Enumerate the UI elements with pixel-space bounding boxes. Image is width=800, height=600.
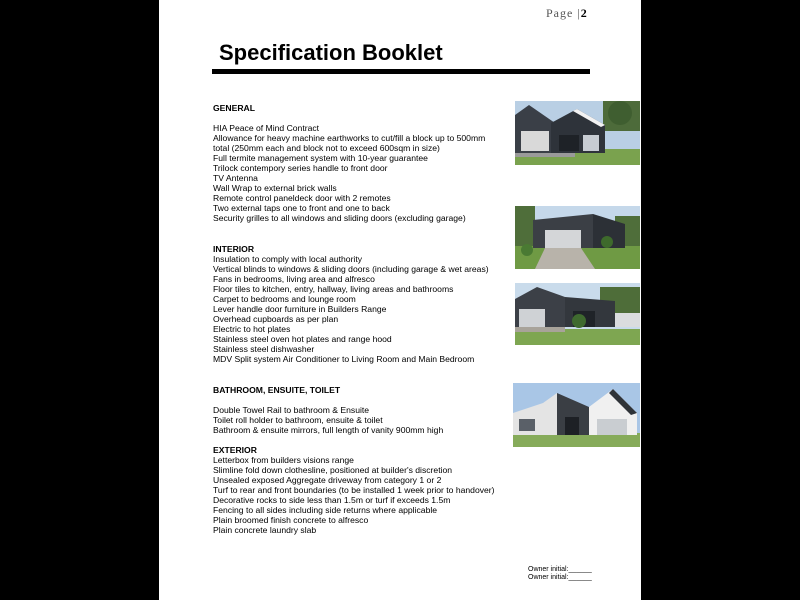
spec-item: Full termite management system with 10-year guarantee xyxy=(213,153,428,163)
spec-item: Lever handle door furniture in Builders Range xyxy=(213,304,387,314)
spec-item: Carpet to bedrooms and lounge room xyxy=(213,294,356,304)
spec-item: Electric to hot plates xyxy=(213,324,291,334)
spec-item: Overhead cupboards as per plan xyxy=(213,314,339,324)
page-number: 2 xyxy=(580,6,588,20)
spec-item: Slimline fold down clothesline, positioned at builder's discretion xyxy=(213,465,453,475)
section-heading: GENERAL xyxy=(213,103,256,113)
spec-item: Bathroom & ensuite mirrors, full length of vanity 900mm high xyxy=(213,425,444,435)
house-photo-3 xyxy=(515,283,640,345)
spec-item: Plain broomed finish concrete to alfresco xyxy=(213,515,369,525)
spec-item: Decorative rocks to side less than 1.5m or turf if exceeds 1.5m xyxy=(213,495,451,505)
spec-item: Unsealed exposed Aggregate driveway from category 1 or 2 xyxy=(213,475,442,485)
title-underline xyxy=(212,69,590,74)
page-label: Page xyxy=(546,6,574,20)
spec-item: Toilet roll holder to bathroom, ensuite & toilet xyxy=(213,415,383,425)
section-exterior xyxy=(213,445,495,535)
house-photo-2 xyxy=(515,206,640,269)
spec-item: Stainless steel dishwasher xyxy=(213,344,315,354)
section-heading: EXTERIOR xyxy=(213,445,257,455)
house-photo-1 xyxy=(515,101,640,165)
page-separator: | xyxy=(577,6,581,20)
spec-item: Fencing to all sides including side returns where applicable xyxy=(213,505,438,515)
spec-item: Remote control paneldeck door with 2 remotes xyxy=(213,193,391,203)
spec-item: Allowance for heavy machine earthworks to cut/fill a block up to 500mm xyxy=(213,133,486,143)
owner-initial-field[interactable]: Owner initial:______ xyxy=(528,566,592,573)
spec-item: Floor tiles to kitchen, entry, hallway, living areas and bathrooms xyxy=(213,284,454,294)
section-heading: BATHROOM, ENSUITE, TOILET xyxy=(213,385,341,395)
spec-item: Stainless steel oven hot plates and range hood xyxy=(213,334,392,344)
page-number-header xyxy=(546,6,588,21)
spec-item: Insulation to comply with local authority xyxy=(213,254,363,264)
spec-item: MDV Split system Air Conditioner to Living Room and Main Bedroom xyxy=(213,354,475,364)
section-general xyxy=(213,103,485,223)
spec-item: Letterbox from builders visions range xyxy=(213,455,354,465)
spec-item: Two external taps one to front and one to back xyxy=(213,203,390,213)
page-title: Specification Booklet xyxy=(219,40,443,65)
section-interior xyxy=(213,244,489,364)
spec-item: Trilock contempory series handle to front door xyxy=(213,163,388,173)
spec-item: Double Towel Rail to bathroom & Ensuite xyxy=(213,405,370,415)
section-bathroom xyxy=(213,385,443,435)
spec-item: Security grilles to all windows and sliding doors (excluding garage) xyxy=(213,213,466,223)
spec-item: TV Antenna xyxy=(213,173,258,183)
spec-item: Wall Wrap to external brick walls xyxy=(213,183,337,193)
spec-item: HIA Peace of Mind Contract xyxy=(213,123,320,133)
spec-item: total (250mm each and block not to exceed 600sqm in size) xyxy=(213,143,440,153)
owner-initial-field[interactable]: Owner initial:______ xyxy=(528,574,592,581)
spec-item: Fans in bedrooms, living area and alfresco xyxy=(213,274,375,284)
section-heading: INTERIOR xyxy=(213,244,255,254)
spec-item: Turf to rear and front boundaries (to be installed 1 week prior to handover) xyxy=(213,485,495,495)
house-photo-4 xyxy=(513,383,640,447)
owner-initials xyxy=(528,566,592,582)
document-page xyxy=(159,0,641,600)
spec-item: Vertical blinds to windows & sliding doors (including garage & wet areas) xyxy=(213,264,489,274)
spec-item: Plain concrete laundry slab xyxy=(213,525,317,535)
